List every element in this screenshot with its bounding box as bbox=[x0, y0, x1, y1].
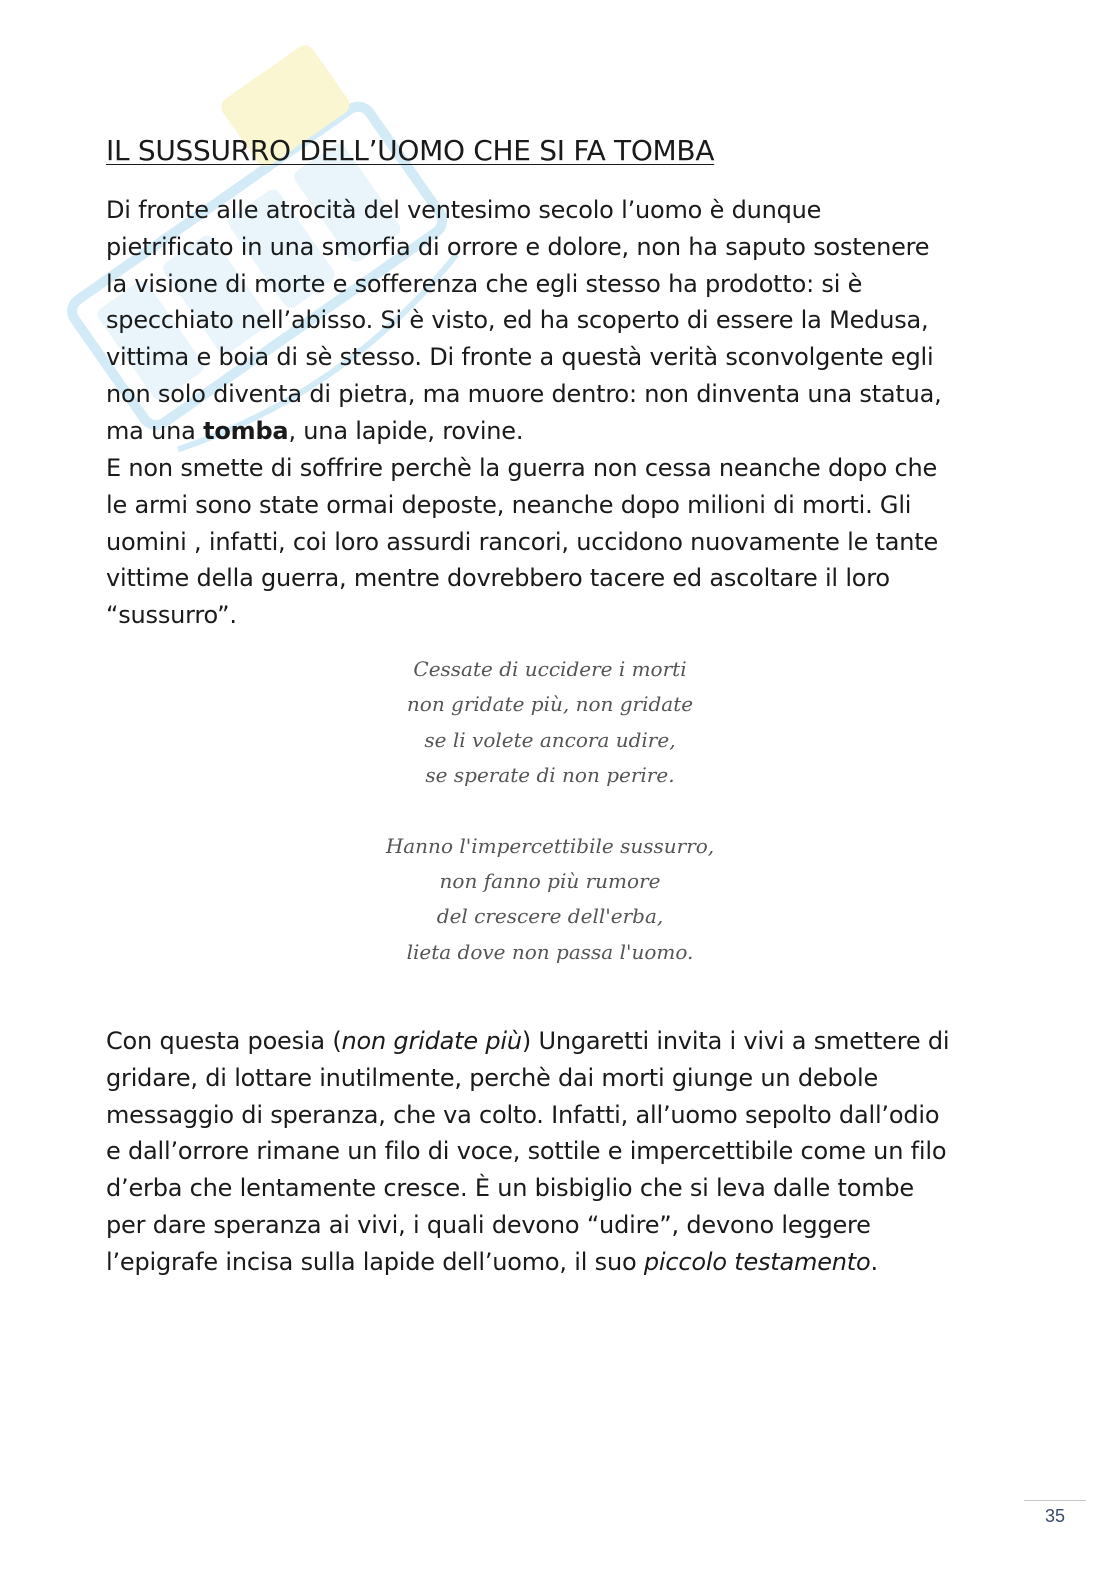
text-line: pietrificato in una smorfia di orrore e dolore, non ha saputo sostenere bbox=[106, 232, 930, 261]
poem-line: se sperate di non perire. bbox=[425, 763, 675, 788]
text-line: d’erba che lentamente cresce. È un bisbiglio che si leva dalle tombe bbox=[106, 1174, 914, 1203]
text-line: E non smette di soffrire perchè la guerra non cessa neanche dopo che bbox=[106, 454, 938, 482]
poem-line: Cessate di uccidere i morti bbox=[413, 657, 687, 681]
text-line: e dall’orrore rimane un filo di voce, sottile e impercettibile come un filo bbox=[106, 1137, 947, 1166]
poem-line: del crescere dell'erba, bbox=[436, 904, 664, 929]
italic-title: non gridate più bbox=[341, 1027, 522, 1055]
text-run: . bbox=[870, 1247, 878, 1276]
poem-line: lieta dove non passa l'uomo. bbox=[406, 939, 694, 964]
text-line bbox=[106, 1244, 1016, 1281]
text-line: Di fronte alle atrocità del ventesimo secolo l’uomo è dunque bbox=[106, 196, 822, 224]
text-run: l’epigrafe incisa sulla lapide dell’uomo, il suo bbox=[106, 1247, 644, 1276]
text-line: gridare, di lottare inutilmente, perchè dai morti giunge un debole bbox=[106, 1063, 879, 1092]
paragraph-commentary bbox=[106, 1023, 1016, 1281]
page-title: IL SUSSURRO DELL’UOMO CHE SI FA TOMBA bbox=[106, 134, 715, 167]
poem-line: non gridate più, non gridate bbox=[406, 692, 694, 717]
text-line bbox=[106, 1023, 1016, 1060]
italic-phrase: piccolo testamento bbox=[643, 1247, 871, 1276]
poem-quote bbox=[300, 652, 800, 1005]
poem-stanza bbox=[300, 829, 800, 971]
text-line: vittima e boia di sè stesso. Di fronte a questà verità sconvolgente egli bbox=[106, 343, 934, 372]
text-run: ) Ungaretti invita i vivi a smettere di bbox=[521, 1027, 950, 1055]
page-number-divider bbox=[1024, 1500, 1086, 1501]
text-run: Con questa poesia ( bbox=[106, 1027, 342, 1055]
poem-line: se li volete ancora udire, bbox=[424, 727, 676, 752]
text-line: le armi sono state ormai deposte, neanche dopo milioni di morti. Gli bbox=[106, 490, 912, 519]
text-line: “sussurro”. bbox=[106, 601, 237, 630]
text-run: , una lapide, rovine. bbox=[288, 416, 524, 445]
text-line: specchiato nell’abisso. Si è visto, ed ha scoperto di essere la Medusa, bbox=[106, 306, 929, 335]
text-line: messaggio di speranza, che va colto. Infatti, all’uomo sepolto dall’odio bbox=[106, 1100, 940, 1129]
text-line: per dare speranza ai vivi, i quali devono “udire”, devono leggere bbox=[106, 1210, 871, 1239]
text-line: non solo diventa di pietra, ma muore dentro: non dinventa una statua, bbox=[106, 379, 942, 408]
poem-line: non fanno più rumore bbox=[439, 869, 661, 894]
text-line: vittime della guerra, mentre dovrebbero tacere ed ascoltare il loro bbox=[106, 564, 890, 593]
bold-word: tomba bbox=[203, 416, 289, 445]
text-line: la visione di morte e sofferenza che egli stesso ha prodotto: si è bbox=[106, 269, 863, 298]
text-line bbox=[106, 413, 1016, 450]
poem-stanza bbox=[300, 652, 800, 794]
paragraph-intro bbox=[106, 192, 1016, 450]
text-run: ma una bbox=[106, 416, 204, 445]
paragraph-war bbox=[106, 450, 1016, 634]
page-number: 35 bbox=[1044, 1506, 1066, 1526]
poem-line: Hanno l'impercettibile sussurro, bbox=[385, 833, 715, 858]
text-line: uomini , infatti, coi loro assurdi rancori, uccidono nuovamente le tante bbox=[106, 527, 939, 556]
